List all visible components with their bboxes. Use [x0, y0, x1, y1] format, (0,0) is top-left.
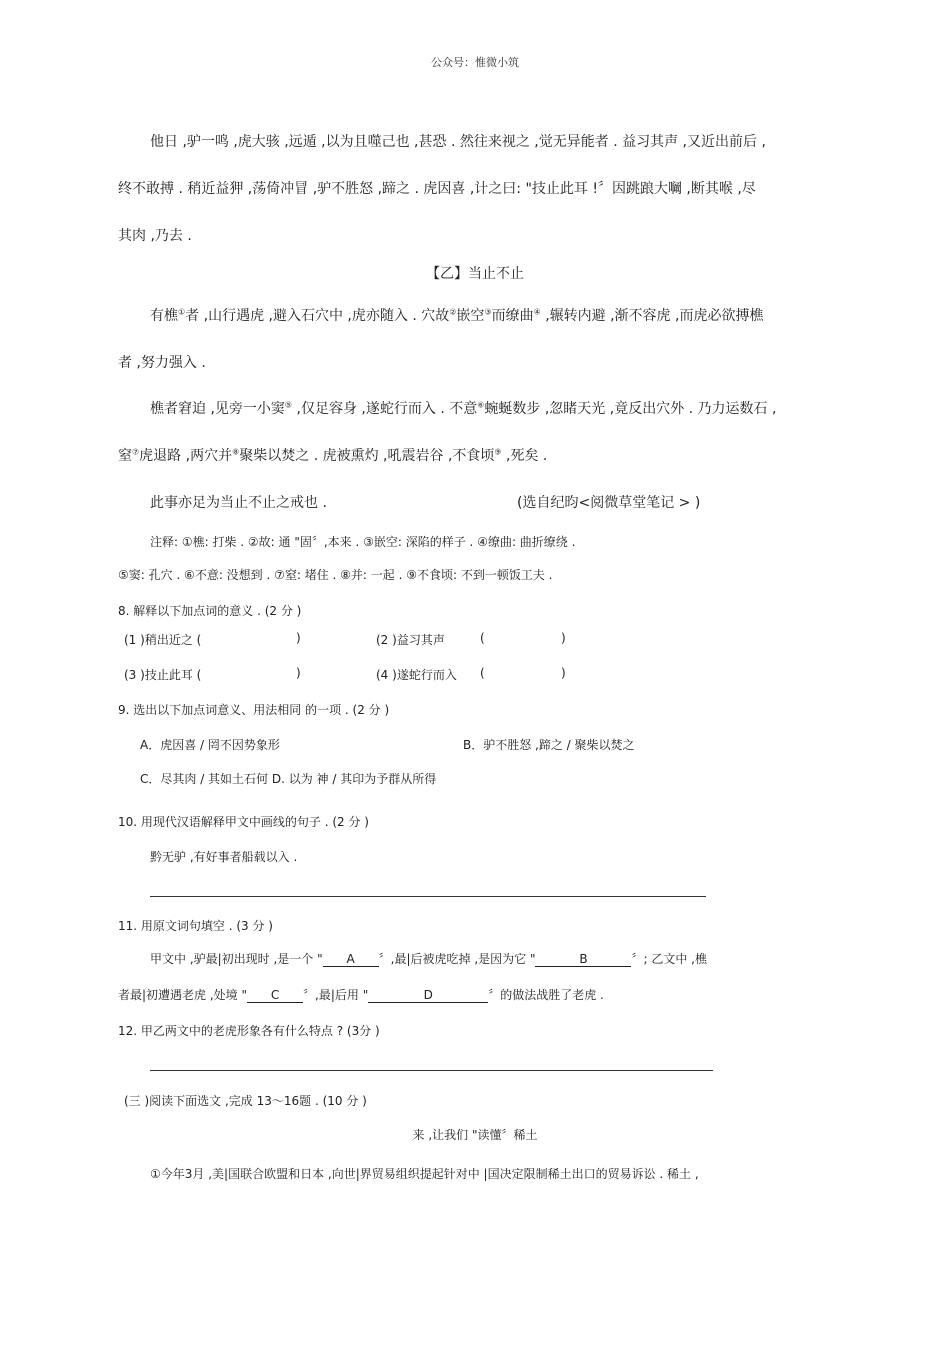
q8-item-2: (2 )益习其声	[376, 633, 445, 647]
notes-line-1: 注释: ①樵: 打柴 . ②故: 通 "固〞,本来 . ③嵌空: 深陷的样子 . ④缭曲: 曲折缭绕 .	[150, 535, 576, 549]
yi-title: 【乙】当止不止	[426, 266, 524, 282]
section-3-title: 来 ,让我们 "读懂〞稀土	[412, 1128, 538, 1142]
q8-item-4-open: (	[480, 666, 485, 680]
notes-line-2: ⑤窦: 孔穴 . ⑥不意: 没想到 . ⑦窒: 堵住 . ⑧并: 一起 . ⑨不食顷: 不到一顿饭工夫 .	[118, 568, 553, 582]
q12-stem: 12. 甲乙两文中的老虎形象各有什么特点 ? (3分 )	[118, 1024, 380, 1038]
q11-line-2: 者最|初遭遇老虎 ,处境 " C 〞,最|后用 " D 〞的做法战胜了老虎 .	[118, 988, 604, 1002]
yi-paragraph-1-line-1: 有樵①者 ,山行遇虎 ,避入石穴中 ,虎亦随入 . 穴故②嵌空③而缭曲④ ,辗转内避 ,渐不容虎 ,而虎必欲搏樵	[150, 307, 764, 324]
blank-c[interactable]: C	[247, 988, 303, 1003]
blank-a[interactable]: A	[323, 952, 379, 967]
q8-item-3-close: )	[296, 666, 301, 680]
q8-item-1-close: )	[296, 631, 301, 645]
q9-stem: 9. 选出以下加点词意义、用法相同 的一项 . (2 分 )	[118, 703, 390, 717]
section-3-heading: (三 )阅读下面选文 ,完成 13～16题 . (10 分 )	[124, 1094, 367, 1108]
jia-line-1: 他日 ,驴一鸣 ,虎大骇 ,远遁 ,以为且噬己也 ,甚恐 . 然往来视之 ,觉无异能者 . 益习其声 ,又近出前后 ,	[150, 134, 766, 150]
jia-line-3: 其肉 ,乃去 .	[118, 228, 192, 244]
q11-line-1: 甲文中 ,驴最|初出现时 ,是一个 " A 〞,最|后被虎吃掉 ,是因为它 " B 〞; 乙文中 ,樵	[150, 952, 707, 966]
q10-answer-line[interactable]	[150, 896, 706, 897]
yi-conclusion: 此事亦足为当止不止之戒也 .	[150, 495, 327, 511]
q9-option-b: B．驴不胜怒 ,蹄之 / 聚柴以焚之	[463, 738, 635, 752]
q8-item-1: (1 )稍出近之 (	[124, 633, 202, 647]
yi-paragraph-2-line-1: 樵者窘迫 ,见旁一小窦⑤ ,仅足容身 ,遂蛇行而入 . 不意⑥蜿蜒数步 ,忽睹天光 ,竟反出穴外 . 乃力运数石 ,	[150, 400, 777, 417]
q8-item-3: (3 )技止此耳 (	[124, 668, 202, 682]
q8-item-2-open: (	[480, 631, 485, 645]
q11-stem: 11. 用原文词句填空 . (3 分 )	[118, 919, 273, 933]
q8-item-2-close: )	[561, 631, 566, 645]
page-header: 公众号：惟微小筑	[431, 56, 519, 69]
q9-option-c-d: C．尽其肉 / 其如土石何 D. 以为 神 / 其印为予群从所得	[140, 772, 437, 786]
q9-option-a: A．虎因喜 / 罔不因势象形	[140, 738, 280, 752]
q10-sentence: 黔无驴 ,有好事者船载以入 .	[150, 850, 298, 864]
yi-paragraph-2-line-2: 窒⑦虎退路 ,两穴并⑧聚柴以焚之 . 虎被熏灼 ,吼震岩谷 ,不食顷⑨ ,死矣 .	[118, 447, 548, 464]
q10-stem: 10. 用现代汉语解释甲文中画线的句子 . (2 分 )	[118, 815, 369, 829]
blank-b[interactable]: B	[535, 952, 631, 967]
q8-item-4-close: )	[561, 666, 566, 680]
q8-stem: 8. 解释以下加点词的意义 . (2 分 )	[118, 604, 302, 618]
blank-d[interactable]: D	[368, 988, 488, 1003]
yi-paragraph-1-line-2: 者 ,努力强入 .	[118, 355, 206, 371]
yi-source: (选自纪昀<阅微草堂笔记 > )	[517, 495, 701, 511]
q8-item-4: (4 )遂蛇行而入	[376, 668, 457, 682]
section-3-paragraph-1: ①今年3月 ,美|国联合欧盟和日本 ,向世|界贸易组织提起针对中 |国决定限制稀土出口的贸易诉讼 . 稀土 ,	[150, 1167, 699, 1181]
jia-line-2: 终不敢搏 . 稍近益狎 ,荡倚冲冒 ,驴不胜怒 ,蹄之 . 虎因喜 ,计之曰: "技止此耳 !〞因跳踉大㘎 ,断其喉 ,尽	[118, 181, 756, 197]
q12-answer-line[interactable]	[150, 1070, 713, 1071]
